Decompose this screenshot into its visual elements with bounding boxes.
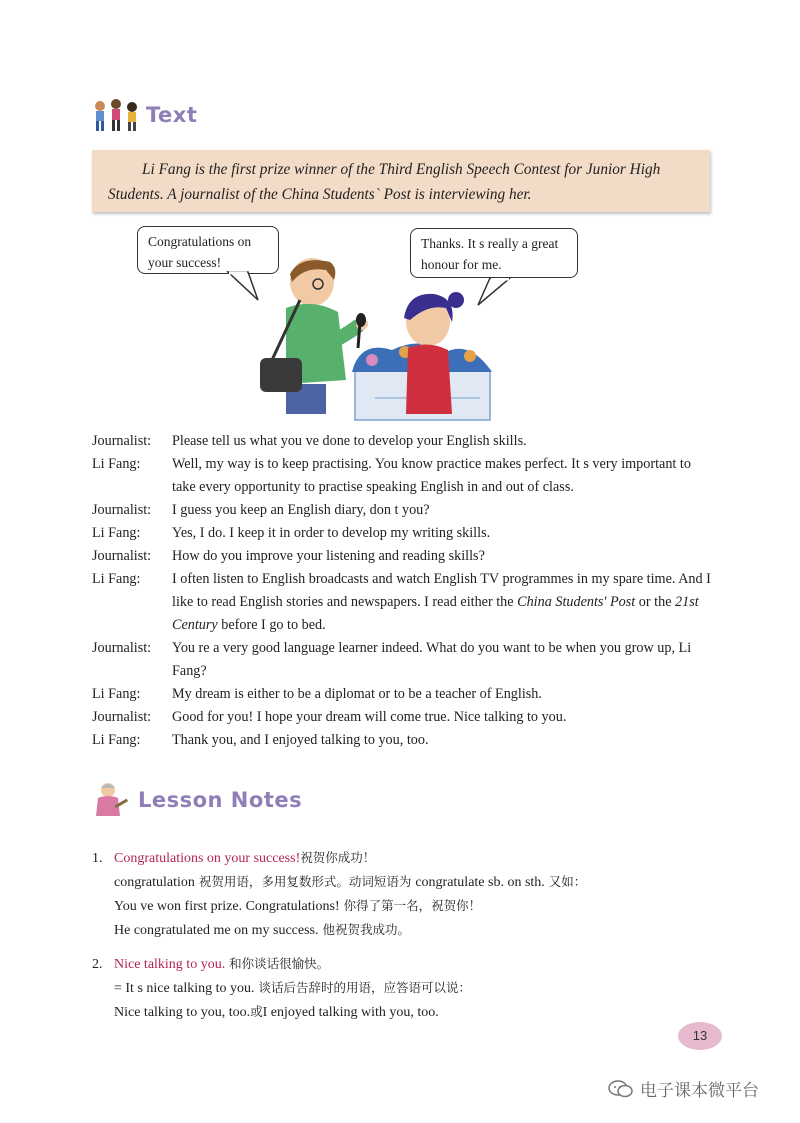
note-example-cn: 你得了第一名，祝贺你！ bbox=[339, 898, 482, 913]
dialogue-line bbox=[92, 706, 712, 729]
note-example-en: He congratulated me on my success. bbox=[114, 923, 319, 938]
note-text-cn: 又如： bbox=[544, 874, 587, 889]
speaker: Journalist: bbox=[92, 502, 152, 518]
speaker: Journalist: bbox=[92, 548, 152, 564]
speaker: Li Fang: bbox=[92, 571, 141, 587]
page-number: 13 bbox=[678, 1022, 722, 1050]
journalist-bubble-text: Congratulations on your success! bbox=[148, 234, 252, 270]
line-part: or the bbox=[635, 594, 676, 610]
note-text-cn: 谈话后告辞时的用语，应答语可以说： bbox=[254, 980, 471, 995]
dialogue-line bbox=[92, 729, 712, 752]
note-example-en: Nice talking to you, too. bbox=[114, 1005, 251, 1020]
li-fang-bubble-text: Thanks. It s really a great honour for me. bbox=[421, 236, 559, 272]
speaker: Journalist: bbox=[92, 433, 152, 449]
note-number: 1. bbox=[92, 851, 103, 866]
lesson-notes-title: Lesson Notes bbox=[138, 788, 303, 812]
dialogue-line bbox=[92, 430, 712, 453]
line-text: You re a very good language learner indeed. What do you want to be when you grow up, Li Fang? bbox=[172, 640, 692, 679]
lesson-notes bbox=[92, 846, 712, 1024]
line-text bbox=[172, 568, 712, 637]
wechat-icon bbox=[608, 1079, 634, 1099]
line-text: How do you improve your listening and reading skills? bbox=[172, 548, 485, 564]
dialogue bbox=[92, 430, 712, 752]
note-example-cn: 他祝贺我成功。 bbox=[318, 922, 410, 937]
line-part: I often listen to English broadcasts and watch English TV programmes in my spare time. And I like to read English stories and newspapers. I read either the bbox=[172, 571, 711, 610]
dialogue-line bbox=[92, 522, 712, 545]
note-conjunction-cn: 或 bbox=[250, 1004, 263, 1019]
line-text: Well, my way is to keep practising. You know practice makes perfect. It s very important to take every opportunity to practise speaking English in and out of class. bbox=[172, 456, 691, 495]
line-text: Please tell us what you ve done to develop your English skills. bbox=[172, 433, 527, 449]
watermark-text: 电子课本微平台 bbox=[640, 1081, 759, 1101]
newspaper-title: China Students' Post bbox=[517, 594, 636, 610]
note-text-en: = It s nice talking to you. bbox=[114, 981, 255, 996]
note-number: 2. bbox=[92, 957, 103, 972]
note-heading-en: Nice talking to you. bbox=[114, 957, 226, 972]
line-text: Good for you! I hope your dream will come true. Nice talking to you. bbox=[172, 709, 567, 725]
newspaper-title: 21st Century bbox=[172, 594, 699, 633]
note-heading-cn: 和你谈话很愉快。 bbox=[225, 956, 330, 971]
line-text: Thank you, and I enjoyed talking to you, too. bbox=[172, 732, 429, 748]
li-fang-speech-bubble bbox=[410, 228, 578, 278]
speaker: Journalist: bbox=[92, 709, 152, 725]
note-text-en: congratulation bbox=[114, 875, 195, 890]
line-part: before I go to bed. bbox=[217, 617, 326, 633]
speaker: Journalist: bbox=[92, 640, 152, 656]
note-example-en: You ve won first prize. Congratulations! bbox=[114, 899, 340, 914]
speaker: Li Fang: bbox=[92, 456, 141, 472]
interview-illustration bbox=[0, 0, 800, 440]
line-text: My dream is either to be a diplomat or to be a teacher of English. bbox=[172, 686, 542, 702]
speaker: Li Fang: bbox=[92, 525, 141, 541]
journalist-figure bbox=[260, 258, 368, 414]
dialogue-line bbox=[92, 499, 712, 522]
teacher-icon bbox=[92, 780, 132, 820]
speaker: Li Fang: bbox=[92, 732, 141, 748]
note-example-en: I enjoyed talking with you, too. bbox=[262, 1005, 439, 1020]
note-heading-cn: 祝贺你成功！ bbox=[300, 850, 376, 865]
dialogue-line bbox=[92, 637, 712, 683]
note-item bbox=[92, 952, 712, 1024]
line-text: Yes, I do. I keep it in order to develop my writing skills. bbox=[172, 525, 491, 541]
lesson-notes-heading bbox=[92, 780, 302, 820]
note-text-cn: 祝贺用语，多用复数形式。动词短语为 bbox=[194, 874, 416, 889]
line-text: I guess you keep an English diary, don t you? bbox=[172, 502, 430, 518]
dialogue-line bbox=[92, 568, 712, 637]
dialogue-line bbox=[92, 545, 712, 568]
note-item bbox=[92, 846, 712, 942]
note-text-en: congratulate sb. on sth. bbox=[415, 875, 545, 890]
speaker: Li Fang: bbox=[92, 686, 141, 702]
intro-text: Li Fang is the first prize winner of the Third English Speech Contest for Junior High Students. A journalist of the China Students` Post is interviewing her. bbox=[108, 161, 661, 203]
watermark bbox=[608, 1076, 759, 1101]
text-section-title: Text bbox=[146, 103, 198, 127]
note-heading-en: Congratulations on your success! bbox=[114, 851, 301, 866]
dialogue-line bbox=[92, 453, 712, 499]
dialogue-line bbox=[92, 683, 712, 706]
